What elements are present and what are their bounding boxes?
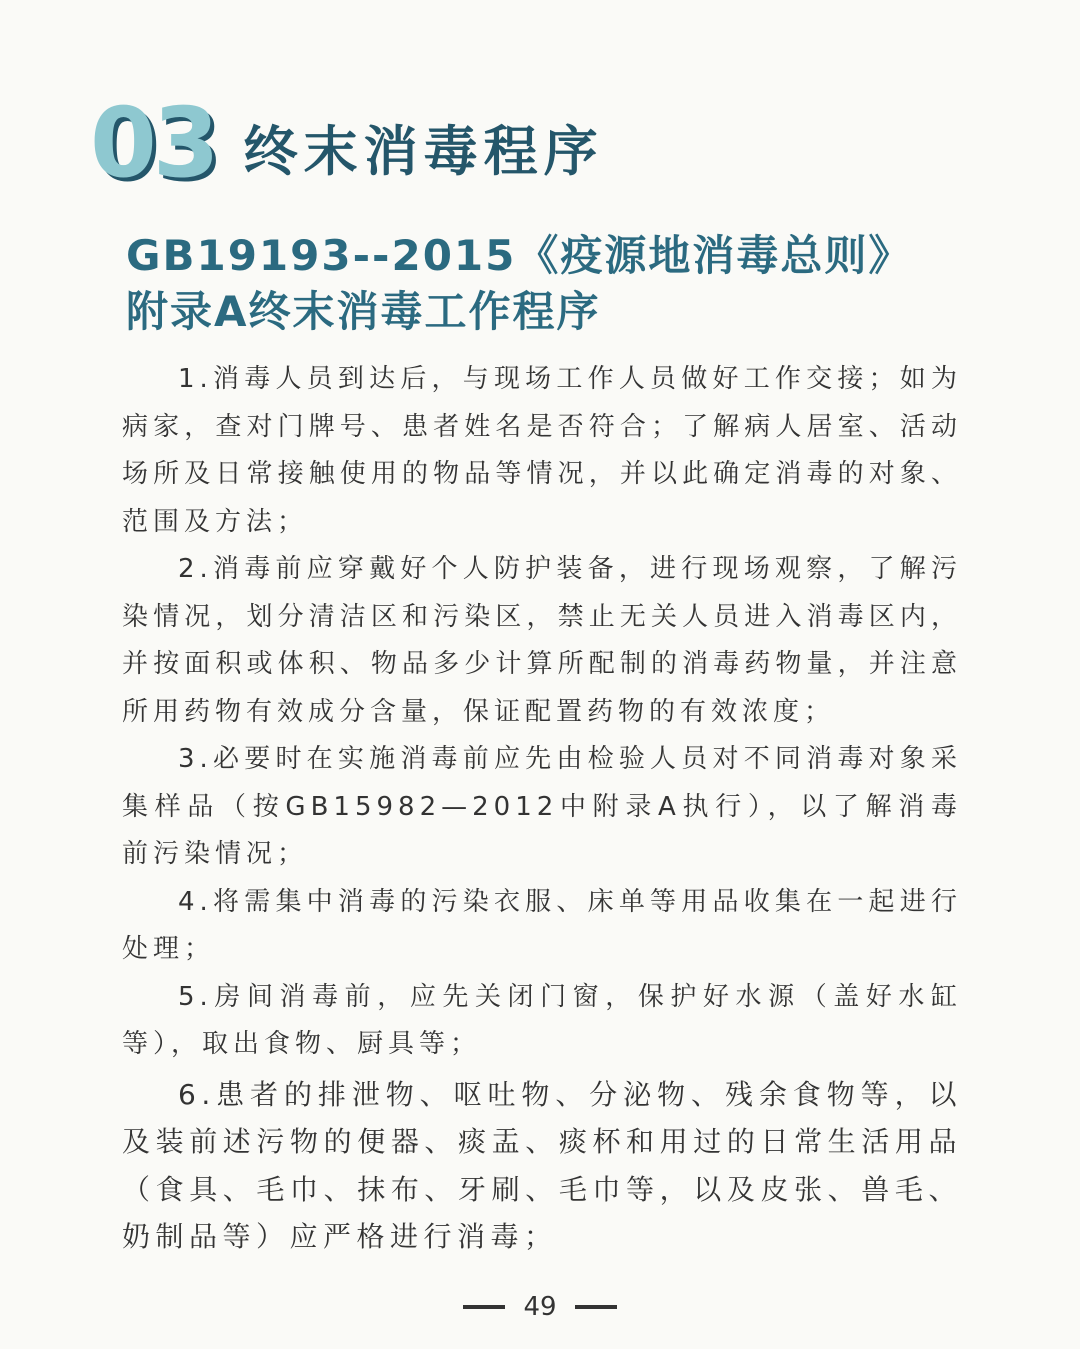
footer-rule-left (463, 1305, 505, 1309)
paragraph-5: 5.房间消毒前，应先关闭门窗，保护好水源（盖好水缸等），取出食物、厨具等； (122, 981, 962, 1059)
paragraph-2: 2.消毒前应穿戴好个人防护装备，进行现场观察，了解污染情况，划分清洁区和污染区，禁止无关人员进入消毒区内，并按面积或体积、物品多少计算所配制的消毒药物量，并注意所用药物有效成分含量，保证配置药物的有效浓度； (122, 554, 962, 727)
section-header (90, 86, 604, 199)
page-number: 49 (523, 1292, 557, 1322)
page-footer (0, 1292, 1080, 1322)
section-title: 终末消毒程序 (243, 120, 604, 183)
paragraph-6: 6.患者的排泄物、呕吐物、分泌物、残余食物等，以及装前述污物的便器、痰盂、痰杯和用过的日常生活用品（食具、毛巾、抹布、牙刷、毛巾等，以及皮张、兽毛、奶制品等）应严格进行消毒； (122, 1077, 962, 1253)
paragraph-3: 3.必要时在实施消毒前应先由检验人员对不同消毒对象采集样品（按GB15982—2012中附录A执行），以了解消毒前污染情况； (122, 744, 962, 869)
document-title (126, 228, 1006, 340)
footer-rule-right (575, 1305, 617, 1309)
document-title-line-1: GB19193--2015《疫源地消毒总则》 (126, 231, 913, 280)
paragraph-1: 1.消毒人员到达后，与现场工作人员做好工作交接；如为病家，查对门牌号、患者姓名是否符合；了解病人居室、活动场所及日常接触使用的物品等情况，并以此确定消毒的对象、范围及方法； (122, 364, 962, 537)
document-title-line-2: 附录A终末消毒工作程序 (126, 287, 601, 336)
body-text (122, 356, 962, 1261)
section-number: 03 (90, 86, 216, 199)
paragraph-4: 4.将需集中消毒的污染衣服、床单等用品收集在一起进行处理； (122, 886, 962, 964)
